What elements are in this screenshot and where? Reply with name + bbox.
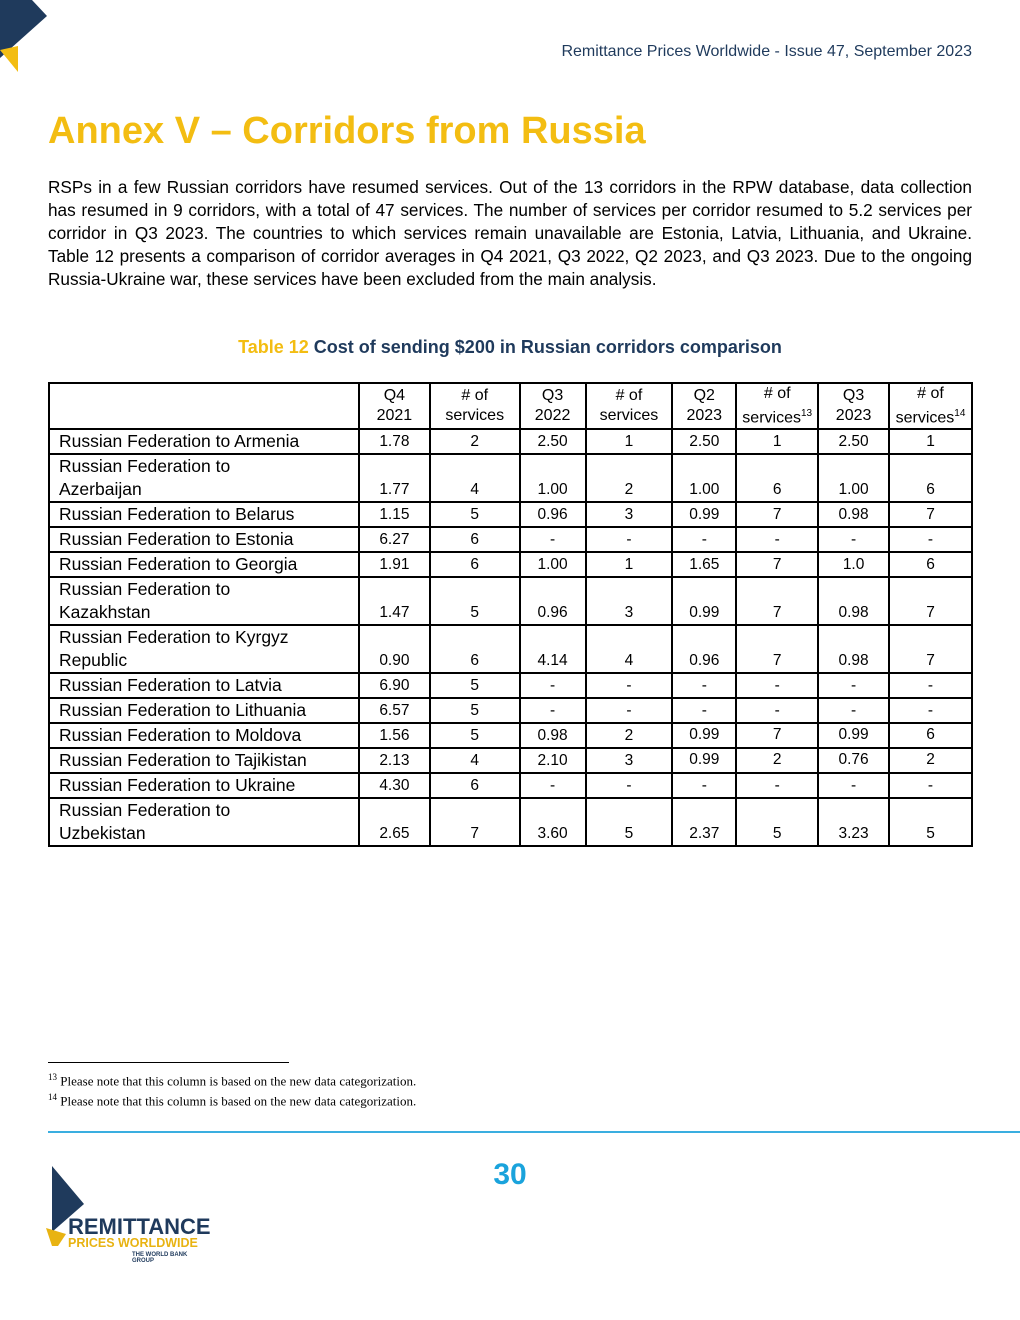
value-cell: 4: [430, 454, 520, 502]
value-cell: 5: [430, 698, 520, 723]
value-cell: 1.65: [672, 552, 736, 577]
value-cell: -: [889, 773, 972, 798]
value-cell: 4: [430, 748, 520, 773]
value-cell: 4.30: [359, 773, 430, 798]
value-cell: 0.98: [520, 723, 586, 748]
value-cell: 2.10: [520, 748, 586, 773]
corridor-name-cell: Russian Federation to Lithuania: [49, 698, 359, 723]
column-header: # of services: [586, 383, 673, 429]
value-cell: 0.99: [672, 723, 736, 748]
table-row: [49, 798, 972, 846]
table-row: [49, 773, 972, 798]
value-cell: 3: [586, 502, 673, 527]
corridor-name-cell: Russian Federation to Armenia: [49, 429, 359, 454]
value-cell: 7: [736, 552, 818, 577]
corridor-name-cell: Russian Federation to Kazakhstan: [49, 577, 359, 625]
footnote-ref: 14: [954, 408, 966, 419]
column-header: Q2 2023: [672, 383, 736, 429]
corridor-name-cell: Russian Federation to Latvia: [49, 673, 359, 698]
value-cell: 2.50: [672, 429, 736, 454]
footnote-14: $^{14}$ Please note that this column is based on the new data categorization.: [48, 1092, 417, 1109]
value-cell: 6: [430, 773, 520, 798]
value-cell: 7: [736, 502, 818, 527]
value-cell: 2.50: [520, 429, 586, 454]
column-header: Q4 2021: [359, 383, 430, 429]
value-cell: 7: [736, 625, 818, 673]
value-cell: 6: [430, 625, 520, 673]
value-cell: 1.00: [818, 454, 889, 502]
value-cell: -: [736, 527, 818, 552]
value-cell: 0.99: [672, 577, 736, 625]
corridor-name-cell: Russian Federation to Azerbaijan: [49, 454, 359, 502]
value-cell: 1.91: [359, 552, 430, 577]
value-cell: -: [889, 698, 972, 723]
value-cell: 3.23: [818, 798, 889, 846]
value-cell: 0.76: [818, 748, 889, 773]
table-row: [49, 723, 972, 748]
value-cell: -: [672, 773, 736, 798]
intro-paragraph: RSPs in a few Russian corridors have resumed services. Out of the 13 corridors in the RPW database, data collection has resumed in 9 corridors, with a total of 47 services. The number of services per corridor resumed to 5.2 services per corridor in Q3 2023. The countries to which services remain unavailable are Estonia, Latvia, Lithuania, and Ukraine. Table 12 presents a comparison of corridor averages in Q4 2021, Q3 2022, Q2 2023, and Q3 2023. Due to the ongoing Russia-Ukraine war, these services have been excluded from the main analysis.: [48, 177, 972, 289]
corridor-name-cell: Russian Federation to Ukraine: [49, 773, 359, 798]
table-caption-text: Cost of sending $200 in Russian corridors comparison: [313, 337, 782, 357]
value-cell: -: [889, 527, 972, 552]
value-cell: 5: [430, 577, 520, 625]
value-cell: 2: [586, 454, 673, 502]
value-cell: -: [586, 773, 673, 798]
value-cell: -: [736, 698, 818, 723]
value-cell: 1.00: [520, 552, 586, 577]
table-header-row: [49, 383, 972, 429]
table-row: [49, 673, 972, 698]
value-cell: 1.77: [359, 454, 430, 502]
value-cell: 3: [586, 748, 673, 773]
value-cell: 1: [586, 429, 673, 454]
value-cell: 3.60: [520, 798, 586, 846]
value-cell: 3: [586, 577, 673, 625]
value-cell: 0.90: [359, 625, 430, 673]
value-cell: -: [520, 773, 586, 798]
corridor-name-cell: Russian Federation to Uzbekistan: [49, 798, 359, 846]
page-number: 30: [493, 1158, 527, 1191]
value-cell: -: [818, 773, 889, 798]
value-cell: 1.47: [359, 577, 430, 625]
value-cell: -: [586, 527, 673, 552]
footnote-separator: [48, 1062, 289, 1063]
value-cell: 0.99: [672, 748, 736, 773]
table-caption-number: Table 12: [238, 337, 309, 357]
footnote-ref: 13: [800, 408, 813, 419]
value-cell: -: [520, 698, 586, 723]
column-header: Q3 2022: [520, 383, 586, 429]
value-cell: 1.15: [359, 502, 430, 527]
value-cell: 6.57: [359, 698, 430, 723]
value-cell: -: [818, 698, 889, 723]
value-cell: -: [672, 673, 736, 698]
value-cell: 7: [736, 577, 818, 625]
cost-comparison-table: [48, 382, 973, 847]
table-row: [49, 698, 972, 723]
value-cell: 2.37: [672, 798, 736, 846]
running-header: Remittance Prices Worldwide - Issue 47, September 2023: [561, 43, 972, 60]
value-cell: 0.98: [818, 625, 889, 673]
value-cell: 6: [430, 552, 520, 577]
value-cell: 0.98: [818, 577, 889, 625]
footnote-13: $^{13}$ Please note that this column is based on the new data categorization.: [48, 1072, 417, 1089]
corridor-name-cell: Russian Federation to Moldova: [49, 723, 359, 748]
value-cell: -: [586, 698, 673, 723]
value-cell: -: [736, 773, 818, 798]
value-cell: 2: [586, 723, 673, 748]
value-cell: 7: [430, 798, 520, 846]
value-cell: 5: [430, 673, 520, 698]
value-cell: 1: [586, 552, 673, 577]
value-cell: 7: [889, 577, 972, 625]
value-cell: 5: [586, 798, 673, 846]
column-header: Q3 2023: [818, 383, 889, 429]
value-cell: 0.96: [672, 625, 736, 673]
corridor-name-cell: Russian Federation to Tajikistan: [49, 748, 359, 773]
table-row: [49, 527, 972, 552]
corridor-name-cell: Russian Federation to Georgia: [49, 552, 359, 577]
value-cell: 1: [736, 429, 818, 454]
value-cell: 2.65: [359, 798, 430, 846]
column-header: # of services$^{14}$: [889, 383, 972, 429]
value-cell: -: [889, 673, 972, 698]
value-cell: -: [586, 673, 673, 698]
table-row: [49, 429, 972, 454]
value-cell: 2: [430, 429, 520, 454]
value-cell: 0.99: [818, 723, 889, 748]
value-cell: 1: [889, 429, 972, 454]
value-cell: 7: [889, 625, 972, 673]
value-cell: 5: [736, 798, 818, 846]
corridor-name-cell: Russian Federation to Belarus: [49, 502, 359, 527]
value-cell: 5: [889, 798, 972, 846]
value-cell: 0.99: [672, 502, 736, 527]
value-cell: 6: [430, 527, 520, 552]
footer-divider: [48, 1131, 1020, 1133]
logo-text-prices: PRICES WORLDWIDE: [68, 1236, 198, 1250]
value-cell: 0.98: [818, 502, 889, 527]
value-cell: 1.0: [818, 552, 889, 577]
value-cell: -: [818, 527, 889, 552]
value-cell: 1.78: [359, 429, 430, 454]
value-cell: 6: [889, 723, 972, 748]
table-row: [49, 625, 972, 673]
value-cell: 6: [736, 454, 818, 502]
value-cell: 1.56: [359, 723, 430, 748]
table-row: [49, 454, 972, 502]
value-cell: 2.13: [359, 748, 430, 773]
value-cell: 0.96: [520, 502, 586, 527]
value-cell: 7: [889, 502, 972, 527]
remittance-logo: [46, 1166, 211, 1264]
column-header: # of services: [430, 383, 520, 429]
value-cell: 2: [889, 748, 972, 773]
table-row: [49, 577, 972, 625]
corner-logo-icon: [0, 0, 48, 72]
corridor-name-cell: Russian Federation to Kyrgyz Republic: [49, 625, 359, 673]
value-cell: -: [520, 673, 586, 698]
table-caption: [48, 337, 972, 358]
value-cell: 6: [889, 454, 972, 502]
table-row: [49, 748, 972, 773]
value-cell: 5: [430, 723, 520, 748]
table-row: [49, 552, 972, 577]
value-cell: 5: [430, 502, 520, 527]
value-cell: 4.14: [520, 625, 586, 673]
header-corridor-cell: [49, 383, 359, 429]
corridor-name-cell: Russian Federation to Estonia: [49, 527, 359, 552]
value-cell: 7: [736, 723, 818, 748]
column-header: # of services$^{13}$: [736, 383, 818, 429]
value-cell: 4: [586, 625, 673, 673]
logo-text-wbg: THE WORLD BANK GROUP: [132, 1252, 188, 1264]
value-cell: 6.90: [359, 673, 430, 698]
value-cell: 1.00: [672, 454, 736, 502]
value-cell: 2.50: [818, 429, 889, 454]
value-cell: -: [672, 698, 736, 723]
value-cell: 6: [889, 552, 972, 577]
value-cell: -: [818, 673, 889, 698]
table-row: [49, 502, 972, 527]
value-cell: 1.00: [520, 454, 586, 502]
value-cell: -: [520, 527, 586, 552]
value-cell: -: [672, 527, 736, 552]
value-cell: 6.27: [359, 527, 430, 552]
value-cell: 0.96: [520, 577, 586, 625]
value-cell: -: [736, 673, 818, 698]
logo-text-remittance: REMITTANCE: [68, 1214, 211, 1239]
annex-title: Annex V – Corridors from Russia: [48, 110, 646, 152]
value-cell: 2: [736, 748, 818, 773]
